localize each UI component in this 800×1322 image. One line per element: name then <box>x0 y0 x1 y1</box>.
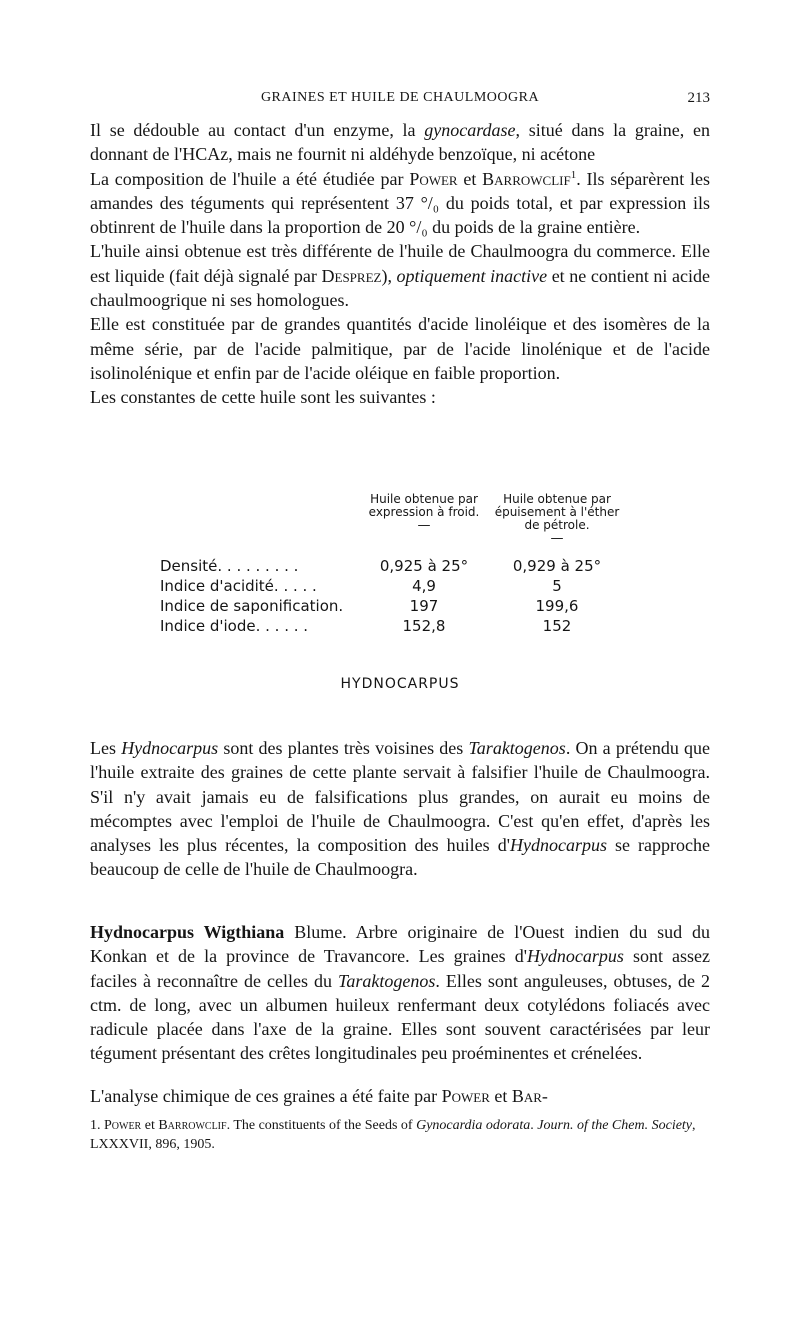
text-span: Les <box>90 738 122 758</box>
running-title: GRAINES ET HUILE DE CHAULMOOGRA <box>260 90 540 105</box>
page-header <box>90 90 710 112</box>
cell-value: 0,929 à 25° <box>512 557 602 575</box>
cell-value: 197 <box>409 597 439 615</box>
paragraph-analyse <box>90 1084 710 1108</box>
cell-value: 152,8 <box>402 617 446 635</box>
table-row <box>160 577 620 597</box>
paragraph-constantes: Les constantes de cette huile sont les suivantes : <box>90 387 436 408</box>
text-span: Il se dédouble au contact d'un enzyme, la <box>90 120 425 140</box>
text-span: . The constituents of the Seeds of <box>226 1118 417 1133</box>
italic-hydnocarpus: Hydnocarpus <box>526 946 624 967</box>
page-number: 213 <box>687 90 710 106</box>
text-span: . <box>530 1118 538 1133</box>
footnote-ref: 1 <box>570 168 577 181</box>
cell-value: 199,6 <box>535 597 579 615</box>
italic-taraktogenos: Taraktogenos <box>338 970 436 991</box>
column-heading-text: Huile obtenue par épuisement à l'éther de pétrole. <box>494 492 620 532</box>
text-span: . On a prétendu que l'huile extraite des graines de cette plante servait à falsifier l'huile de Chaulmoogra. S'il n'y avait jamais eu de falsifications plus grandes, on aurait eu moins de mécomptes avec l'emploi de l'huile de Chaulmoogra. C'est qu'en effet, d'après les analyses les plus récentes, la composition des huiles d' <box>90 738 710 856</box>
intro-text <box>90 118 710 410</box>
row-label: Densité. . . . . . . . . <box>160 557 299 575</box>
author-barrowclif: Barrowclif <box>158 1118 227 1133</box>
italic-gynocardase: gynocardase <box>424 120 516 140</box>
text-span: La composition de l'huile a été étudiée par <box>90 168 410 189</box>
italic-journal: Journ. of the Chem. Society <box>537 1118 693 1133</box>
text-span: , LXXXVII, 896, 1905. <box>90 1118 696 1152</box>
wigthiana-text <box>90 902 710 1126</box>
author-barrowclif: Barrowclif <box>482 168 571 189</box>
column-dash: — <box>417 518 431 533</box>
text-span: et <box>141 1118 159 1133</box>
italic-taraktogenos: Taraktogenos <box>468 738 566 758</box>
paragraph-hydnocarpus <box>90 736 710 882</box>
text-span: se rapproche beaucoup de celle de l'huile de Chaulmoogra. <box>90 835 710 880</box>
author-barrowclif-hyphenated: Bar- <box>511 1085 548 1106</box>
cell-value: 4,9 <box>412 577 436 595</box>
paragraph-wigthiana <box>90 920 710 1066</box>
cell-value: 0,925 à 25° <box>379 557 469 575</box>
text-span: sont assez faciles à reconnaître de celles du <box>90 946 710 991</box>
hydnocarpus-text <box>90 718 710 900</box>
paragraph-enzyme <box>90 118 710 167</box>
italic-hydnocarpus: Hydnocarpus <box>509 835 607 856</box>
column-dash: — <box>550 531 564 546</box>
italic-optiquement-inactive: optiquement inactive <box>396 265 548 286</box>
footnote <box>90 1116 710 1154</box>
row-label: Indice d'iode. . . . . . <box>160 617 309 635</box>
paragraph-constituee: Elle est constituée par de grandes quantités d'acide linoléique et des isomères de la même série, par de l'acide palmitique, par de l'acide linolénique et de l'acide isolinolénique et enfin par de l'acide oléique en faible proportion. <box>90 314 710 383</box>
table-row <box>160 597 620 617</box>
species-name: Hydnocarpus Wigthiana <box>90 922 285 942</box>
text-span: et ne contient ni acide chaulmoogrique ni ses homologues. <box>90 265 710 311</box>
cell-value: 152 <box>542 617 572 635</box>
author-power: Power <box>409 168 458 189</box>
author-power: Power <box>441 1085 490 1106</box>
italic-hydnocarpus: Hydnocarpus <box>121 738 219 758</box>
column-heading-epuisement <box>494 493 620 545</box>
footnote-number: 1. <box>90 1118 104 1133</box>
text-span: ), <box>381 265 397 286</box>
cell-value: 5 <box>552 577 562 595</box>
constants-table <box>160 493 620 637</box>
row-label: Indice de saponification. <box>160 597 344 615</box>
column-heading-text: Huile obtenue par expression à froid. <box>368 492 480 519</box>
text-span: Blume. Arbre originaire de l'Ouest indien du sud du Konkan et de la province de Travancore. Les graines d' <box>90 922 710 967</box>
paragraph-composition <box>90 167 710 240</box>
table-header <box>160 493 620 557</box>
text-span: , situé dans la graine, en donnant de l'HCAz, mais ne fournit ni aldéhyde benzoïque, ni acétone <box>90 120 710 165</box>
table-row <box>160 557 620 577</box>
row-label: Indice d'acidité. . . . . <box>160 577 317 595</box>
author-power: Power <box>104 1118 142 1133</box>
table-row <box>160 617 620 637</box>
text-span: . Ils séparèrent les amandes des téguments qui représentent 37 °/₀ du poids total, et par expression ils obtinrent de l'huile dans la proportion de 20 °/₀ du poids de la graine entière. <box>90 168 710 238</box>
text-span: et <box>457 168 483 189</box>
text-span: . Elles sont anguleuses, obtuses, de 2 ctm. de long, avec un albumen huileux renfermant deux cotylédons foliacés avec radicule placée dans l'axe de la graine. Elles sont souvent caractérisées par leur tégument présentant des crêtes longitudinales peu proéminentes et crénelées. <box>90 970 711 1064</box>
text-span: et <box>489 1085 512 1106</box>
author-desprez: Desprez <box>321 265 382 286</box>
column-heading-expression <box>360 493 488 532</box>
section-title: HYDNOCARPUS <box>340 676 460 692</box>
italic-gynocardia: Gynocardia odorata <box>416 1118 531 1133</box>
text-span: L'huile ainsi obtenue est très différente de l'huile de Chaulmoogra du commerce. Elle est liquide (fait déjà signalé par <box>90 241 710 286</box>
text-span: sont des plantes très voisines des <box>218 738 469 758</box>
text-span: L'analyse chimique de ces graines a été faite par <box>90 1085 442 1106</box>
paragraph-huile <box>90 239 710 312</box>
